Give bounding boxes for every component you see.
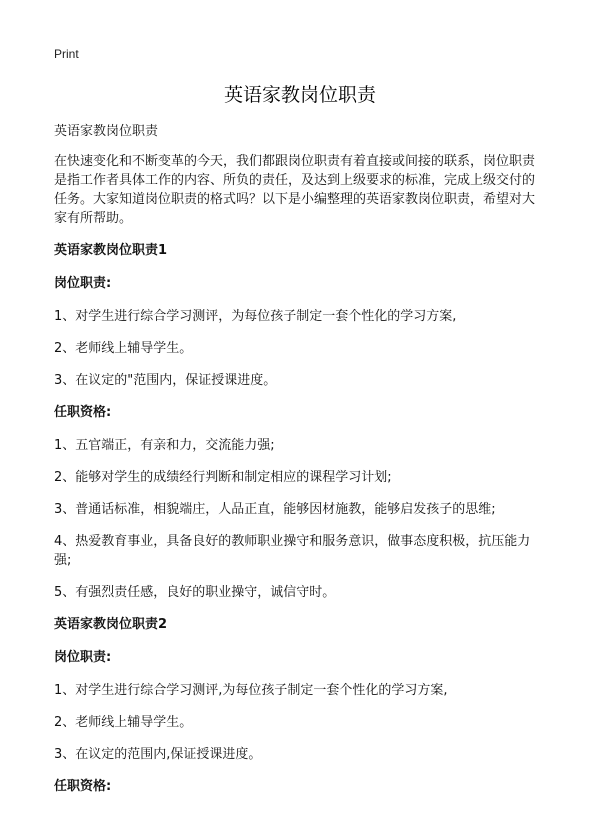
duty-heading: 岗位职责: <box>54 276 112 291</box>
qualification-heading: 任职资格: <box>54 779 112 794</box>
document-subtitle: 英语家教岗位职责 <box>54 124 159 139</box>
document-body <box>54 122 546 810</box>
qualification-heading: 任职资格: <box>54 405 112 420</box>
list-item: 2、老师线上辅导学生。 <box>54 715 193 730</box>
list-item: 3、普通话标准，相貌端庄，人品正直，能够因材施教，能够启发孩子的思维; <box>54 502 496 517</box>
list-item: 2、老师线上辅导学生。 <box>54 341 193 356</box>
intro-paragraph: 在快速变化和不断变革的今天，我们都跟岗位职责有着直接或间接的联系，岗位职责是指工作者具体工作的内容、所负的责任，及达到上级要求的标准，完成上级交付的任务。大家知道岗位职责的格式吗？以下是小编整理的英语家教岗位职责，希望对大家有所帮助。 <box>54 154 536 226</box>
duty-heading: 岗位职责: <box>54 650 112 665</box>
list-item: 3、在议定的范围内,保证授课进度。 <box>54 747 262 762</box>
list-item: 2、能够对学生的成绩经行判断和制定相应的课程学习计划; <box>54 470 392 485</box>
list-item: 1、对学生进行综合学习测评,为每位孩子制定一套个性化的学习方案, <box>54 683 448 698</box>
section-heading: 英语家教岗位职责2 <box>54 617 168 632</box>
document-title: 英语家教岗位职责 <box>223 84 376 106</box>
list-item: 3、在议定的"范围内，保证授课进度。 <box>54 373 277 388</box>
list-item: 1、五官端正，有亲和力，交流能力强; <box>54 438 275 453</box>
section-heading: 英语家教岗位职责1 <box>54 243 168 258</box>
print-link[interactable]: Print <box>54 47 79 61</box>
list-item: 4、热爱教育事业，具备良好的教师职业操守和服务意识，做事态度积极，抗压能力强; <box>54 534 531 568</box>
list-item: 5、有强烈责任感，良好的职业操守，诚信守时。 <box>54 585 336 600</box>
list-item: 1、对学生进行综合学习测评，为每位孩子制定一套个性化的学习方案, <box>54 309 457 324</box>
